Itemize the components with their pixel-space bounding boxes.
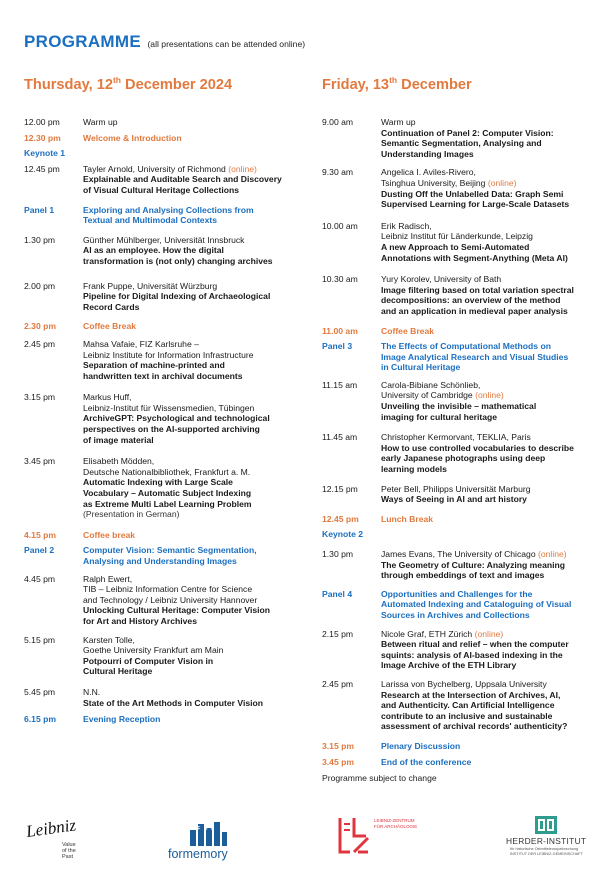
speaker-affiliation: TIB – Leibniz Information Centre for Science [83,584,253,595]
panel-title: Textual and Multimodal Contexts [83,215,218,226]
online-tag: (online) [487,177,517,188]
schedule-row [322,167,607,209]
speaker-name: Nicole Graf, ETH Zürich [381,628,473,639]
slot-title: Coffee Break [83,321,137,332]
speaker [83,164,309,175]
speaker-name: Angelica I. Aviles-Rivero, [381,167,476,178]
talk-title: early Japanese photographs using deep [381,453,546,464]
slot-time: 6.15 pm [24,714,57,725]
speaker-name: Erik Radisch, [381,220,432,231]
schedule-row [322,529,607,540]
slot-title: Welcome & Introduction [83,132,182,143]
speaker-name: Carola-Bibiane Schönlieb, [381,379,481,390]
talk-title: Dusting Off the Unlabelled Data: Graph Semi [381,188,564,199]
talk-title: Ways of Seeing in AI and art history [381,494,527,505]
day-thursday-prefix: Thursday, 12 [24,76,113,93]
programme-note: Programme subject to change [322,773,437,784]
panel-label: Panel 4 [322,588,353,599]
slot-title: Lunch Break [381,513,434,524]
schedule-row [322,221,607,263]
nfdi-formemory-logo [168,820,253,868]
schedule-row [24,545,309,566]
speaker-affiliation-row [381,178,607,189]
schedule-row [24,456,309,520]
slot-title: Evening Reception [83,714,161,725]
herder-line2: INSTITUT DER LEIBNIZ-GEMEINSCHAFT [510,851,583,856]
talk-title: Continuation of Panel 2: Computer Vision: [381,127,554,138]
herder-institut-logo [500,816,610,866]
talk-title: Image filtering based on total variation spectral [381,284,574,295]
speaker-affiliation: Leibniz Institut für Länderkunde, Leipzig [381,231,533,242]
page-subtitle: (all presentations can be attended online) [147,39,306,49]
panel-title: Computer Vision: Semantic Segmentation, [83,545,257,556]
schedule-row [24,281,309,313]
slot-time: 12.15 pm [322,483,358,494]
slot-time: 12.45 pm [24,163,60,174]
slot-time: 2.15 pm [322,628,354,639]
speaker-name: Yury Korolev, University of Bath [381,274,502,285]
slot-time: 5.15 pm [24,634,56,645]
speaker-name: Mahsa Vafaie, FIZ Karlsruhe – [83,338,199,349]
speaker-affiliation: and Technology / Leibniz University Hannover [83,594,258,605]
schedule-row [24,635,309,677]
schedule-row [24,714,309,725]
talk-title: as Extreme Multi Label Learning Problem [83,498,252,509]
nfdi-letters: NFDI [190,826,217,832]
panel-title: in Cultural Heritage [381,362,461,373]
programme-header [24,32,305,52]
herder-emblem-icon [535,816,557,834]
talk-title: for Art and History Archives [83,615,197,626]
schedule-row [322,380,607,422]
panel-label: Panel 1 [24,204,55,215]
herder-caption [510,847,583,856]
speaker-name: Karsten Tolle, [83,634,135,645]
talk-title: Unlocking Cultural Heritage: Computer Vision [83,605,271,616]
talk-title: and Authenticity. Can Artificial Intelligence [381,700,555,711]
leibniz-logo-sub [62,842,86,860]
schedule-row [322,326,607,337]
speaker-name: Frank Puppe, Universität Würzburg [83,280,218,291]
schedule-row [24,530,309,541]
talk-title: squints: analysis of AI-based indexing in the [381,649,563,660]
schedule-row [24,148,309,159]
herder-line1: für historische Ostmitteleuropaforschung [510,847,579,851]
slot-time: 3.15 pm [322,740,355,751]
talk-title: Understanding Images [381,148,474,159]
leibniz-sub2: of the Past [62,848,76,860]
leiza-caption [374,818,417,829]
talk-title: Supervised Learning for Large-Scale Datasets [381,199,570,210]
leiza-line2: FÜR ARCHÄOLOGIE [374,823,418,829]
slot-time: 2.00 pm [24,280,56,291]
slot-time: 11.00 am [322,325,358,336]
sponsor-logos [0,810,615,870]
thursday-schedule [24,117,309,725]
slot-time: 2.30 pm [24,321,57,332]
talk-title: Between ritual and relief – when the computer [381,639,569,650]
speaker-name: Elisabeth Mödden, [83,456,155,467]
talk-title: of Visual Cultural Heritage Collections [83,184,239,195]
talk-title: The Geometry of Culture: Analyzing meaning [381,559,565,570]
talk-title: Record Cards [83,301,140,312]
speaker-affiliation-row [381,390,607,401]
panel-label: Panel 3 [322,341,353,352]
speaker-name: N.N. [83,686,101,697]
slot-time: 4.45 pm [24,573,56,584]
schedule-row [322,679,607,732]
speaker [381,549,607,560]
schedule-row [24,133,309,144]
slot-time: 12.00 pm [24,117,60,127]
slot-time: 11.15 am [322,379,358,390]
talk-note: (Presentation in German) [83,509,180,520]
schedule-row [322,432,607,474]
schedule-row [24,392,309,445]
day-friday-prefix: Friday, 13 [322,76,390,93]
schedule-row [322,117,607,159]
talk-title: imaging for cultural heritage [381,411,498,422]
online-tag: (online) [228,163,257,174]
panel-title: Analysing and Understanding Images [83,556,237,566]
slot-time: 9.30 am [322,167,354,178]
schedule-row [24,164,309,196]
speaker [381,629,607,640]
keynote-label: Keynote 2 [322,529,364,540]
slot-title: Coffee break [83,529,136,540]
speaker-affiliation: Deutsche Nationalbibliothek, Frankfurt a. M. [83,466,251,477]
panel-title: The Effects of Computational Methods on [381,341,551,352]
speaker-name: Peter Bell, Philipps Universität Marburg [381,483,531,494]
schedule-row [24,205,309,226]
slot-time: 1.30 pm [24,234,56,245]
panel-title: Automated Indexing and Cataloguing of Visual [381,599,572,610]
talk-title: decompositions: an overview of the method [381,295,561,306]
speaker-affiliation: Tsinghua University, Beijing [381,177,486,188]
talk-title: and an application in medieval paper analysis [381,305,568,316]
talk-title: handwritten text in archival documents [83,370,243,381]
schedule-row [322,484,607,505]
day-friday-sup: th [389,75,398,85]
slot-title: Plenary Discussion [381,740,461,751]
day-thursday-sup: th [112,75,121,85]
leiza-line1: LEIBNIZ-ZENTRUM [374,818,415,823]
page-title: PROGRAMME [24,32,141,51]
leiza-logo [338,812,448,862]
slot-time: 12.45 pm [322,513,359,524]
slot-time: 9.00 am [322,117,354,127]
slot-title: Warm up [83,117,118,127]
talk-title: through embeddings of text and images [381,570,545,581]
speaker-affiliation: Leibniz Institute for Information Infrastructure [83,349,254,360]
talk-title: Cultural Heritage [83,666,153,677]
friday-schedule [322,117,607,784]
schedule-row [322,274,607,316]
talk-title: Image Archive of the ETH Library [381,660,517,671]
slot-time: 3.45 pm [24,456,56,467]
slot-time: 11.45 am [322,432,358,443]
schedule-row [322,741,607,752]
schedule-row [322,757,607,768]
slot-time: 4.15 pm [24,529,57,540]
speaker-name: Günther Mühlberger, Universität Innsbruck [83,234,245,245]
slot-time: 2.45 pm [322,678,354,689]
talk-title: Vocabulary – Automatic Subject Indexing [83,488,252,499]
schedule-row [24,321,309,332]
schedule-row [322,589,607,621]
slot-time: 10.30 am [322,274,358,285]
talk-title: contribute to an inclusive and sustainable [381,710,553,721]
talk-title: of image material [83,434,154,445]
leibniz-logo [24,815,86,868]
slot-time: 2.45 pm [24,338,56,349]
talk-title: How to use controlled vocabularies to describe [381,442,574,453]
leibniz-sub1: Value [62,842,76,848]
slot-time: 3.15 pm [24,392,56,403]
talk-title: Research at the Intersection of Archives, AI, [381,689,561,700]
day-thursday-suffix: December 2024 [120,76,233,93]
schedule-row [24,235,309,267]
talk-title: A new Approach to Semi-Automated [381,241,530,252]
schedule-row [322,629,607,671]
panel-title: Exploring and Analysing Collections from [83,204,254,215]
speaker-affiliation: University of Cambridge [381,390,473,401]
talk-title: transformation is (not only) changing archives [83,255,273,266]
slot-time: 12.30 pm [24,132,61,143]
panel-title: Sources in Archives and Collections [381,609,530,620]
talk-title: Pipeline for Digital Indexing of Archaeological [83,291,271,302]
talk-title: ArchiveGPT: Psychological and technological [83,413,270,424]
leibniz-logo-text: Leibniz [24,815,78,842]
panel-title: Opportunities and Challenges for the [381,588,533,599]
speaker-name: Tayler Arnold, University of Richmond [83,163,226,174]
online-tag: (online) [474,628,504,639]
talk-title: Explainable and Auditable Search and Discovery [83,174,282,185]
formemory-text: formemory [168,847,228,861]
talk-title: learning models [381,464,447,475]
slot-time: 5.45 pm [24,686,56,697]
talk-title: AI as an employee. How the digital [83,245,224,256]
herder-name: HERDER-INSTITUT [506,836,587,846]
schedule-row [24,574,309,627]
speaker-name: Christopher Kermorvant, TEKLIA, Paris [381,432,531,443]
slot-time: 1.30 pm [322,549,354,559]
schedule-row [24,687,309,708]
talk-title: Separation of machine-printed and [83,360,225,371]
schedule-row [322,514,607,525]
talk-title: Automatic Indexing with Large Scale [83,477,233,488]
slot-time: 10.00 am [322,220,358,231]
keynote-label: Keynote 1 [24,148,66,159]
slot-time: 3.45 pm [322,756,355,767]
speaker-affiliation: Goethe University Frankfurt am Main [83,645,224,656]
panel-label: Panel 2 [24,545,55,556]
talk-title: assessment of archival records' authenticity? [381,721,568,732]
talk-title: Semantic Segmentation, Analysing and [381,138,542,149]
schedule-row [322,549,607,581]
slot-title: End of the conference [381,756,472,767]
speaker-affiliation: Leibniz-Institut für Wissensmedien, Tübingen [83,402,255,413]
schedule-row [322,341,607,373]
talk-title: Potpourri of Computer Vision in [83,655,214,666]
talk-title: Unveiling the invisible – mathematical [381,401,537,412]
online-tag: (online) [538,549,567,559]
speaker-name: Ralph Ewert, [83,573,133,584]
speaker-name: Markus Huff, [83,392,132,403]
day-heading-thursday [24,75,232,93]
leiza-mark-icon [338,816,370,854]
schedule-row [24,117,309,128]
panel-title: Image Analytical Research and Visual Studies [381,351,569,362]
online-tag: (online) [475,390,504,401]
day-heading-friday [322,75,472,93]
day-friday-suffix: December [397,76,472,93]
schedule-row [24,339,309,381]
talk-title: perspectives on the AI-supported archiving [83,424,260,435]
speaker-name: James Evans, The University of Chicago [381,549,536,559]
speaker-name: Larissa von Bychelberg, Uppsala University [381,678,547,689]
talk-title: State of the Art Methods in Computer Vision [83,697,263,708]
talk-title: Annotations with Segment-Anything (Meta AI) [381,252,568,263]
nfdi-bars-icon [188,820,228,846]
speaker-name: Warm up [381,117,416,127]
slot-title: Coffee Break [381,325,435,336]
